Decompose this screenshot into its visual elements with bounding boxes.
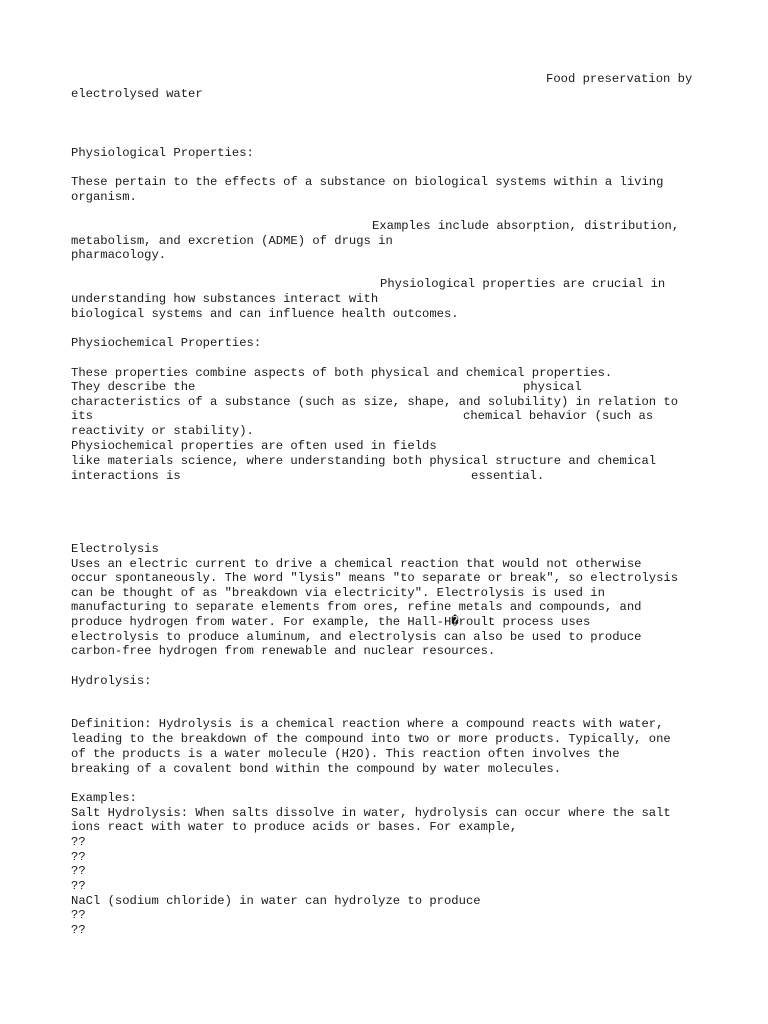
physiochemical-line: chemical behavior (such as — [463, 409, 654, 423]
physiochemical-line: its — [71, 409, 93, 423]
electrolysis-line: Uses an electric current to drive a chemical reaction that would not otherwise — [71, 557, 642, 571]
electrolysis-line: can be thought of as "breakdown via electricity". Electrolysis is used in — [71, 586, 605, 600]
physiological-p3-line: understanding how substances interact with — [71, 292, 379, 306]
document-title-line-2: electrolysed water — [71, 87, 203, 101]
electrolysis-line: produce hydrogen from water. For example, the Hall-H�roult process uses — [71, 615, 591, 629]
hydrolysis-example-line: ?? — [71, 835, 86, 849]
electrolysis-line: carbon-free hydrogen from renewable and nuclear resources. — [71, 644, 496, 658]
physiochemical-line: essential. — [471, 469, 545, 483]
physiological-p1-line: These pertain to the effects of a substance on biological systems within a living — [71, 175, 664, 189]
hydrolysis-example-line: ?? — [71, 879, 86, 893]
hydrolysis-example-line: ?? — [71, 908, 86, 922]
physiological-p2-line: metabolism, and excretion (ADME) of drugs in — [71, 234, 393, 248]
hydrolysis-definition-line: Definition: Hydrolysis is a chemical reaction where a compound reacts with water, — [71, 717, 664, 731]
electrolysis-line: electrolysis to produce aluminum, and electrolysis can also be used to produce — [71, 630, 642, 644]
physiochemical-heading: Physiochemical Properties: — [71, 336, 262, 350]
hydrolysis-example-line: ions react with water to produce acids or bases. For example, — [71, 820, 518, 834]
electrolysis-line: manufacturing to separate elements from ores, refine metals and compounds, and — [71, 600, 642, 614]
hydrolysis-definition-line: of the products is a water molecule (H2O). This reaction often involves the — [71, 747, 620, 761]
electrolysis-line: occur spontaneously. The word "lysis" means "to separate or break", so electrolysis — [71, 571, 679, 585]
physiological-p2-line: Examples include absorption, distribution, — [372, 219, 680, 233]
document-title-line-1: Food preservation by — [546, 72, 693, 86]
hydrolysis-example-line: ?? — [71, 850, 86, 864]
physiochemical-line: Physiochemical properties are often used in fields — [71, 439, 437, 453]
physiological-p2-line: pharmacology. — [71, 248, 167, 262]
hydrolysis-examples-label: Examples: — [71, 791, 137, 805]
hydrolysis-heading: Hydrolysis: — [71, 674, 152, 688]
physiological-p1-line: organism. — [71, 190, 137, 204]
physiochemical-line: like materials science, where understanding both physical structure and chemical — [71, 454, 657, 468]
physiochemical-line: interactions is — [71, 469, 181, 483]
electrolysis-heading: Electrolysis — [71, 542, 159, 556]
hydrolysis-definition-line: breaking of a covalent bond within the compound by water molecules. — [71, 762, 562, 776]
physiochemical-line: reactivity or stability). — [71, 424, 254, 438]
physiochemical-line: These properties combine aspects of both physical and chemical properties. — [71, 366, 613, 380]
physiological-heading: Physiological Properties: — [71, 146, 254, 160]
physiological-p3-line: biological systems and can influence health outcomes. — [71, 307, 459, 321]
physiological-p3-line: Physiological properties are crucial in — [380, 277, 666, 291]
hydrolysis-definition-line: leading to the breakdown of the compound into two or more products. Typically, one — [71, 732, 671, 746]
physiochemical-line: characteristics of a substance (such as size, shape, and solubility) in relation to — [71, 395, 679, 409]
physiochemical-line: physical — [523, 380, 582, 394]
hydrolysis-example-line: NaCl (sodium chloride) in water can hydrolyze to produce — [71, 894, 481, 908]
hydrolysis-example-line: Salt Hydrolysis: When salts dissolve in water, hydrolysis can occur where the salt — [71, 806, 671, 820]
hydrolysis-example-line: ?? — [71, 923, 86, 937]
physiochemical-line: They describe the — [71, 380, 196, 394]
hydrolysis-example-line: ?? — [71, 864, 86, 878]
